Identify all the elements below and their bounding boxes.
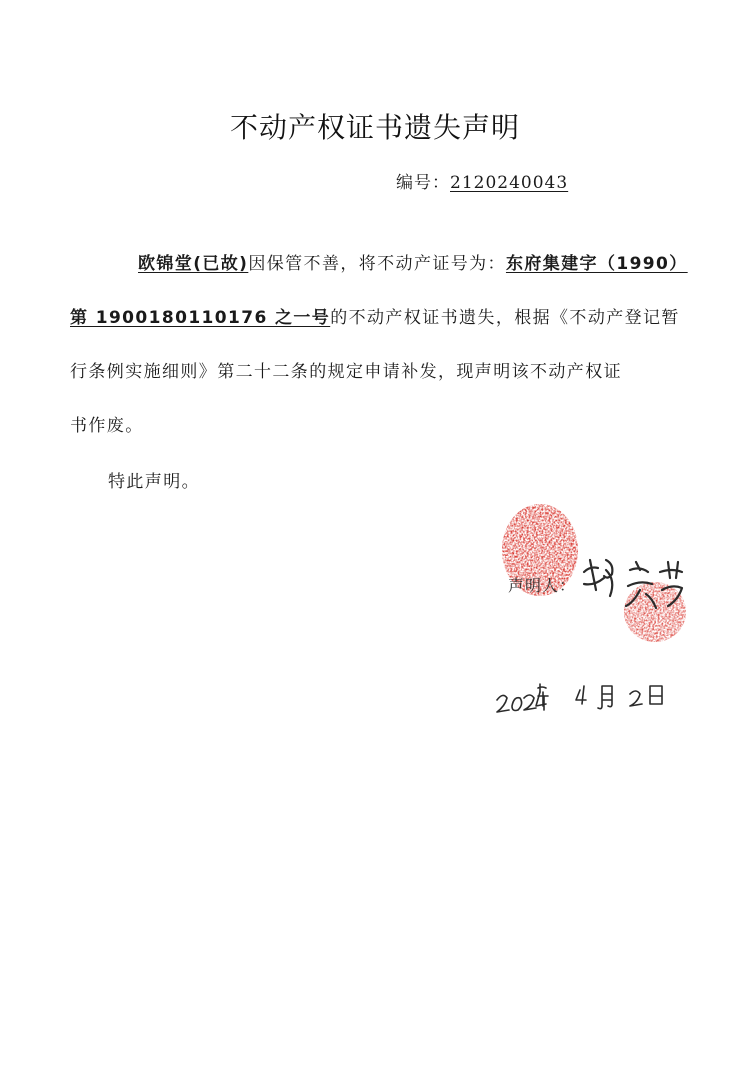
certificate-number-part2: 第 1900180110176 之一号	[70, 308, 331, 328]
declarant-label: 声明人：	[508, 576, 577, 595]
certificate-number-part1: 东府集建字（1990）	[505, 254, 688, 274]
body-line-1-text: 因保管不善，将不动产证号为：	[248, 254, 506, 274]
body-line-3: 行条例实施细则》第二十二条的规定申请补发，现声明该不动产权证	[70, 362, 622, 382]
fingerprint-mark-2	[624, 582, 686, 642]
document-number-label: 编号：	[396, 173, 450, 193]
body-line-2-text: 的不动产权证书遗失，根据《不动产登记暂	[330, 308, 680, 328]
document-title: 不动产权证书遗失声明	[229, 111, 520, 144]
closing-statement: 特此声明。	[108, 472, 200, 492]
handwritten-date	[497, 684, 662, 712]
owner-name: 欧锦堂(已故)	[138, 254, 249, 274]
document-number-value: 2120240043	[450, 173, 569, 193]
body-line-4: 书作废。	[70, 416, 144, 436]
